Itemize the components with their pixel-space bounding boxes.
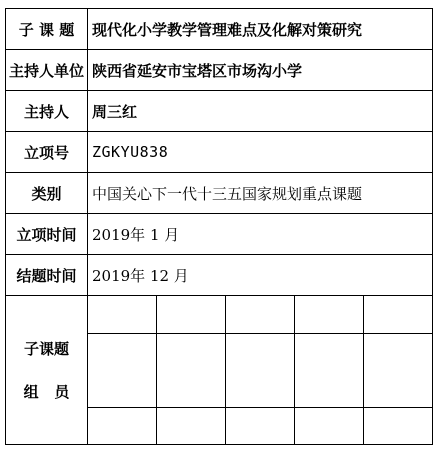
row-end-date bbox=[6, 255, 433, 296]
member-cell[interactable] bbox=[88, 296, 157, 333]
member-cell[interactable] bbox=[363, 333, 432, 407]
members-grid-cell bbox=[88, 296, 433, 445]
row-subject bbox=[6, 9, 433, 50]
member-cell[interactable] bbox=[157, 407, 226, 444]
row-host bbox=[6, 91, 433, 132]
members-label-line1: 子课题 bbox=[23, 340, 69, 358]
member-cell[interactable] bbox=[363, 407, 432, 444]
host-label: 主持人 bbox=[6, 91, 88, 132]
subject-value: 现代化小学教学管理难点及化解对策研究 bbox=[88, 9, 433, 50]
member-cell[interactable] bbox=[157, 333, 226, 407]
member-cell[interactable] bbox=[226, 296, 295, 333]
member-cell[interactable] bbox=[157, 296, 226, 333]
host-unit-label: 主持人单位 bbox=[6, 50, 88, 91]
project-info-form bbox=[5, 8, 433, 460]
member-cell[interactable] bbox=[363, 296, 432, 333]
member-cell[interactable] bbox=[226, 407, 295, 444]
row-members bbox=[6, 296, 433, 445]
row-host-unit bbox=[6, 50, 433, 91]
end-date-label: 结题时间 bbox=[6, 255, 88, 296]
category-label: 类别 bbox=[6, 173, 88, 214]
row-start-date bbox=[6, 214, 433, 255]
member-cell[interactable] bbox=[88, 407, 157, 444]
member-cell[interactable] bbox=[88, 333, 157, 407]
host-value: 周三红 bbox=[88, 91, 433, 132]
info-table bbox=[5, 8, 433, 445]
subject-label: 子 课 题 bbox=[6, 9, 88, 50]
start-date-value: 2019年 1 月 bbox=[88, 214, 433, 255]
category-value: 中国关心下一代十三五国家规划重点课题 bbox=[88, 173, 433, 214]
members-grid bbox=[88, 296, 432, 444]
member-cell[interactable] bbox=[294, 333, 363, 407]
project-number-value: ZGKYU838 bbox=[88, 132, 433, 173]
member-cell[interactable] bbox=[294, 407, 363, 444]
row-category bbox=[6, 173, 433, 214]
start-date-label: 立项时间 bbox=[6, 214, 88, 255]
member-cell[interactable] bbox=[226, 333, 295, 407]
project-number-label: 立项号 bbox=[6, 132, 88, 173]
members-label-line2: 组 员 bbox=[23, 383, 70, 401]
end-date-value: 2019年 12 月 bbox=[88, 255, 433, 296]
member-cell[interactable] bbox=[294, 296, 363, 333]
host-unit-value: 陕西省延安市宝塔区市场沟小学 bbox=[88, 50, 433, 91]
members-label-cell bbox=[6, 296, 88, 445]
row-project-number bbox=[6, 132, 433, 173]
